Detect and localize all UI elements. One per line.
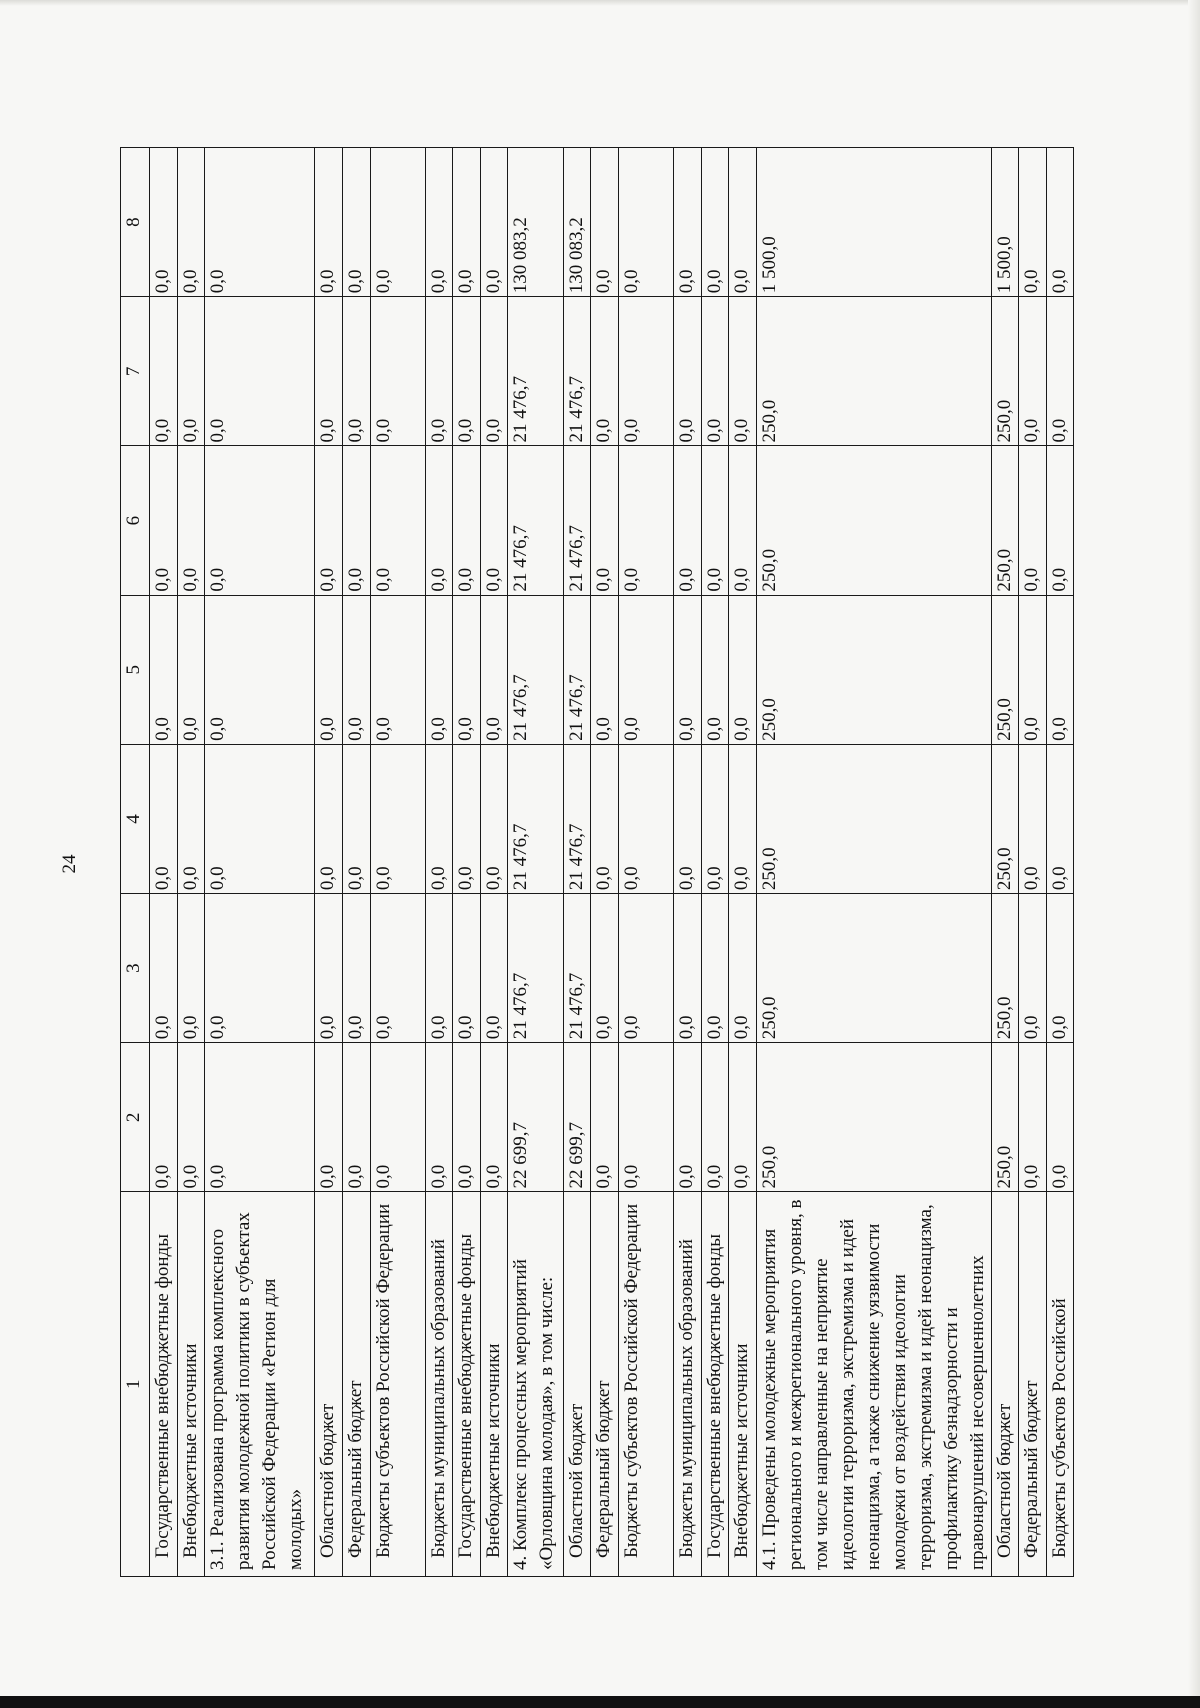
table-row [343, 148, 371, 1577]
table-cell: 0,0 [729, 148, 757, 297]
table-cell: 0,0 [591, 1043, 619, 1192]
row-label: Областной бюджет [563, 1192, 591, 1577]
table-cell: 0,0 [150, 297, 178, 446]
budget-table-rotated [120, 147, 1070, 1577]
table-cell: 22 699,7 [508, 1043, 563, 1192]
table-row [425, 148, 453, 1577]
table-row [315, 148, 343, 1577]
table-cell: 0,0 [1046, 297, 1074, 446]
column-header: 8 [121, 148, 150, 297]
table-cell: 0,0 [205, 148, 315, 297]
table-row [453, 148, 481, 1577]
table-cell: 21 476,7 [508, 894, 563, 1043]
table-cell: 0,0 [618, 894, 673, 1043]
table-row [480, 148, 508, 1577]
scan-top-edge [0, 0, 1200, 6]
table-cell: 21 476,7 [563, 894, 591, 1043]
table-row [205, 148, 315, 1577]
table-cell: 0,0 [453, 595, 481, 744]
table-row [618, 148, 673, 1577]
table-cell: 0,0 [1046, 744, 1074, 893]
table-cell: 0,0 [177, 1043, 205, 1192]
table-cell: 22 699,7 [563, 1043, 591, 1192]
table-cell: 0,0 [343, 1043, 371, 1192]
table-cell: 0,0 [425, 744, 453, 893]
table-cell: 250,0 [991, 297, 1019, 446]
table-cell: 0,0 [673, 744, 701, 893]
table-cell: 0,0 [343, 446, 371, 595]
row-label: Внебюджетные источники [177, 1192, 205, 1577]
table-cell: 0,0 [480, 148, 508, 297]
row-label: 4.1. Проведены молодежные мероприятия регионального и межрегионального уровня, в том числе направленные на неприятие идеологии терроризма, экстремизма и идей неонацизма, а также снижение уязвимости молодежи от воздействия идеологии терроризма, экстремизма и идей неонацизма, профилактику безнадзорности и правонарушений несовершеннолетних [756, 1192, 991, 1577]
table-row [508, 148, 563, 1577]
table-cell: 0,0 [177, 894, 205, 1043]
table-cell: 0,0 [205, 1043, 315, 1192]
table-cell: 0,0 [591, 744, 619, 893]
row-label: Внебюджетные источники [480, 1192, 508, 1577]
table-cell: 0,0 [480, 744, 508, 893]
table-cell: 21 476,7 [508, 446, 563, 595]
table-cell: 0,0 [425, 297, 453, 446]
table-cell: 0,0 [177, 744, 205, 893]
table-cell: 0,0 [701, 1043, 729, 1192]
table-cell: 0,0 [673, 446, 701, 595]
table-cell: 0,0 [1019, 297, 1047, 446]
table-cell: 0,0 [1019, 744, 1047, 893]
table-cell: 250,0 [991, 744, 1019, 893]
table-cell: 0,0 [729, 446, 757, 595]
table-cell: 0,0 [591, 446, 619, 595]
table-cell: 0,0 [343, 744, 371, 893]
table-cell: 0,0 [701, 446, 729, 595]
table-header-row [121, 148, 150, 1577]
table-cell: 0,0 [150, 446, 178, 595]
table-cell: 0,0 [701, 297, 729, 446]
table-cell: 0,0 [315, 595, 343, 744]
table-cell: 0,0 [315, 148, 343, 297]
table-cell: 250,0 [756, 744, 991, 893]
table-cell: 0,0 [150, 894, 178, 1043]
table-cell: 0,0 [591, 297, 619, 446]
table-cell: 0,0 [205, 894, 315, 1043]
table-cell: 250,0 [991, 595, 1019, 744]
table-cell: 0,0 [480, 894, 508, 1043]
table-cell: 0,0 [1019, 1043, 1047, 1192]
table-cell: 0,0 [315, 894, 343, 1043]
table-cell: 0,0 [1046, 595, 1074, 744]
table-cell: 0,0 [673, 148, 701, 297]
table-cell: 1 500,0 [756, 148, 991, 297]
table-row [1046, 148, 1074, 1577]
table-cell: 0,0 [1019, 148, 1047, 297]
table-row [563, 148, 591, 1577]
table-cell: 0,0 [425, 148, 453, 297]
table-cell: 0,0 [205, 744, 315, 893]
table-body [150, 148, 1074, 1577]
table-cell: 0,0 [315, 1043, 343, 1192]
table-cell: 0,0 [315, 446, 343, 595]
table-row [150, 148, 178, 1577]
table-cell: 0,0 [370, 1043, 425, 1192]
row-label: Бюджеты субъектов Российской Федерации [618, 1192, 673, 1577]
table-cell: 0,0 [453, 446, 481, 595]
scan-bottom-edge [0, 1696, 1200, 1708]
table-row [729, 148, 757, 1577]
table-row [991, 148, 1019, 1577]
table-cell: 0,0 [150, 744, 178, 893]
table-cell: 0,0 [480, 297, 508, 446]
table-cell: 0,0 [370, 894, 425, 1043]
column-header: 4 [121, 744, 150, 893]
table-cell: 0,0 [425, 1043, 453, 1192]
row-label: Областной бюджет [315, 1192, 343, 1577]
table-row [756, 148, 991, 1577]
table-cell: 0,0 [205, 297, 315, 446]
budget-table [120, 147, 1074, 1577]
table-cell: 0,0 [729, 894, 757, 1043]
table-cell: 250,0 [991, 894, 1019, 1043]
table-cell: 0,0 [370, 744, 425, 893]
table-cell: 21 476,7 [563, 297, 591, 446]
table-cell: 250,0 [756, 595, 991, 744]
row-label: 3.1. Реализована программа комплексного развития молодежной политики в субъектах Российской Федерации «Регион для молодых» [205, 1192, 315, 1577]
table-cell: 0,0 [618, 148, 673, 297]
table-cell: 250,0 [756, 1043, 991, 1192]
row-label: Бюджеты субъектов Российской Федерации [370, 1192, 425, 1577]
table-cell: 250,0 [756, 894, 991, 1043]
table-row [673, 148, 701, 1577]
table-cell: 0,0 [370, 595, 425, 744]
table-cell: 0,0 [618, 744, 673, 893]
column-header: 7 [121, 297, 150, 446]
table-cell: 0,0 [673, 595, 701, 744]
row-label: Областной бюджет [991, 1192, 1019, 1577]
row-label: 4. Комплекс процессных мероприятий «Орловщина молодая», в том числе: [508, 1192, 563, 1577]
table-cell: 0,0 [729, 595, 757, 744]
column-header: 6 [121, 446, 150, 595]
table-cell: 0,0 [453, 297, 481, 446]
table-cell: 0,0 [150, 1043, 178, 1192]
table-cell: 0,0 [618, 446, 673, 595]
column-header: 5 [121, 595, 150, 744]
table-row [1019, 148, 1047, 1577]
table-cell: 0,0 [177, 148, 205, 297]
table-cell: 0,0 [480, 1043, 508, 1192]
table-cell: 0,0 [370, 148, 425, 297]
table-cell: 0,0 [591, 148, 619, 297]
table-cell: 250,0 [991, 1043, 1019, 1192]
table-cell: 130 083,2 [508, 148, 563, 297]
row-label: Государственные внебюджетные фонды [701, 1192, 729, 1577]
table-cell: 0,0 [673, 894, 701, 1043]
row-label: Государственные внебюджетные фонды [453, 1192, 481, 1577]
table-cell: 0,0 [1046, 894, 1074, 1043]
table-cell: 0,0 [205, 595, 315, 744]
table-row [591, 148, 619, 1577]
table-cell: 0,0 [425, 595, 453, 744]
table-row [370, 148, 425, 1577]
table-cell: 0,0 [453, 744, 481, 893]
table-cell: 0,0 [701, 148, 729, 297]
table-row [177, 148, 205, 1577]
table-cell: 21 476,7 [563, 744, 591, 893]
row-label: Бюджеты муниципальных образований [673, 1192, 701, 1577]
table-cell: 0,0 [315, 297, 343, 446]
table-cell: 0,0 [370, 446, 425, 595]
table-cell: 21 476,7 [563, 446, 591, 595]
scan-right-shadow [1188, 0, 1200, 1696]
column-header: 1 [121, 1192, 150, 1577]
table-cell: 0,0 [1046, 148, 1074, 297]
table-cell: 250,0 [991, 446, 1019, 595]
row-label: Бюджеты муниципальных образований [425, 1192, 453, 1577]
table-cell: 0,0 [343, 595, 371, 744]
row-label: Государственные внебюджетные фонды [150, 1192, 178, 1577]
table-cell: 130 083,2 [563, 148, 591, 297]
table-cell: 21 476,7 [508, 297, 563, 446]
table-cell: 1 500,0 [991, 148, 1019, 297]
table-cell: 0,0 [425, 446, 453, 595]
table-cell: 0,0 [729, 744, 757, 893]
row-label: Федеральный бюджет [343, 1192, 371, 1577]
table-cell: 0,0 [1019, 894, 1047, 1043]
table-cell: 0,0 [1046, 446, 1074, 595]
table-cell: 0,0 [480, 446, 508, 595]
table-cell: 0,0 [453, 148, 481, 297]
row-label: Федеральный бюджет [1019, 1192, 1047, 1577]
table-cell: 0,0 [150, 595, 178, 744]
table-cell: 0,0 [343, 148, 371, 297]
table-cell: 0,0 [343, 894, 371, 1043]
table-cell: 0,0 [177, 446, 205, 595]
table-cell: 0,0 [618, 1043, 673, 1192]
table-cell: 0,0 [701, 595, 729, 744]
table-cell: 21 476,7 [508, 744, 563, 893]
table-cell: 0,0 [618, 595, 673, 744]
row-label: Бюджеты субъектов Российской [1046, 1192, 1074, 1577]
table-cell: 0,0 [673, 297, 701, 446]
table-cell: 0,0 [591, 894, 619, 1043]
table-cell: 0,0 [1019, 446, 1047, 595]
table-cell: 0,0 [370, 297, 425, 446]
table-cell: 0,0 [729, 297, 757, 446]
table-cell: 0,0 [177, 297, 205, 446]
table-cell: 0,0 [1019, 595, 1047, 744]
column-header: 2 [121, 1043, 150, 1192]
table-cell: 0,0 [591, 595, 619, 744]
table-cell: 0,0 [1046, 1043, 1074, 1192]
column-header: 3 [121, 894, 150, 1043]
table-cell: 0,0 [618, 297, 673, 446]
table-row [701, 148, 729, 1577]
table-cell: 0,0 [315, 744, 343, 893]
row-label: Внебюджетные источники [729, 1192, 757, 1577]
table-cell: 0,0 [453, 894, 481, 1043]
table-cell: 0,0 [453, 1043, 481, 1192]
table-cell: 0,0 [701, 744, 729, 893]
table-cell: 0,0 [425, 894, 453, 1043]
table-cell: 21 476,7 [563, 595, 591, 744]
page-number: 24 [59, 854, 80, 874]
table-cell: 0,0 [177, 595, 205, 744]
table-cell: 0,0 [701, 894, 729, 1043]
table-cell: 0,0 [205, 446, 315, 595]
table-cell: 0,0 [150, 148, 178, 297]
table-cell: 0,0 [729, 1043, 757, 1192]
table-cell: 0,0 [343, 297, 371, 446]
table-cell: 250,0 [756, 297, 991, 446]
table-cell: 0,0 [673, 1043, 701, 1192]
table-cell: 21 476,7 [508, 595, 563, 744]
row-label: Федеральный бюджет [591, 1192, 619, 1577]
table-cell: 250,0 [756, 446, 991, 595]
table-cell: 0,0 [480, 595, 508, 744]
